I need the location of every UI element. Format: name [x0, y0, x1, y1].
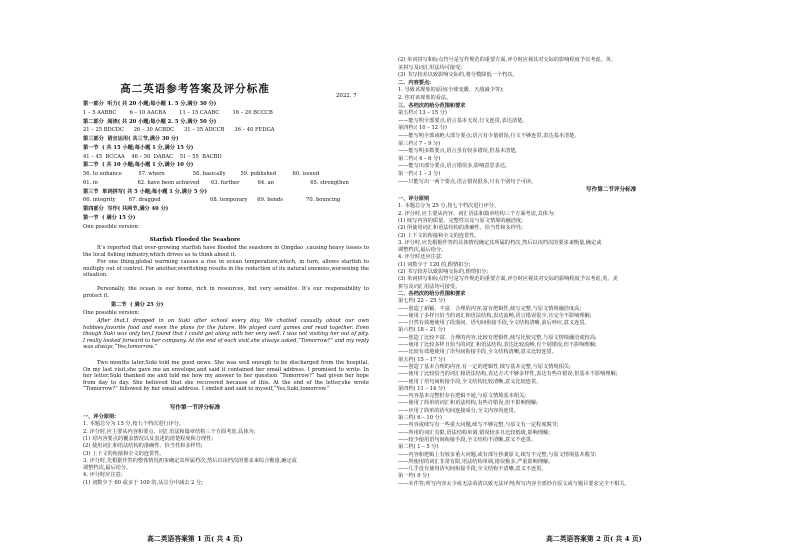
essay1-title: Starfish Flooded the Seashore: [149, 237, 241, 243]
text-line: ——创造了基本合理的内容,有一定的逻辑性,续写基本完整,与原文情境相关;: [398, 363, 571, 370]
text-line: ——所用的词汇有限,语法结构单调,错误较多且比较低级,影响理解;: [398, 429, 550, 436]
text-line: 第四档( 11 – 14 分): [398, 385, 446, 392]
text-line: ——自然有效地使用了段落间、语句间衔接手段,全文结构清晰,前后呼应,意义连贯。: [398, 320, 590, 327]
essay1-paragraph: For one thing,global warming causes a rise in ocean temperature,which, in turn, allows starfish to multiply out of control. For another,overfishing results in the reduction of its natural enemies,worsening the situation.: [83, 259, 369, 279]
text-line: ——比较有效地使用了语句间衔接手段,全文结构清晰,意义比较连贯。: [398, 349, 557, 356]
text-line: ——使用了语句间衔接手段,全文结构比较清晰,意义比较连贯。: [398, 378, 542, 385]
text-line: 第四档:( 10 – 12 分): [398, 125, 447, 132]
text-line: ——能写明多数要点,语言虽有较多错误,但基本清楚。: [398, 148, 521, 155]
text-line: 第一档( 0 分): [398, 473, 430, 480]
text-line: 第三档( 6 – 10 分): [398, 415, 442, 421]
text-line: ——使用了比较恰当的词汇和语法结构,表达方式不够多样性,表达有些许错误,但基本不影响理解;: [398, 371, 618, 378]
text-line: 第四部分 写作( 共两节,满分 40 分): [83, 206, 169, 212]
text-line: 2. 评分时,应主要从内容、词汇语法和篇章结构三个方面考虑,具体为:: [398, 210, 555, 217]
text-line: ——几乎没有使用语句间衔接手段,全文结构不清晰,意义不连贯。: [398, 466, 547, 473]
text-line: 第三节 单词拼写( 共 5 小题;每小题 1 分,满分 5 分): [83, 188, 207, 195]
page-2: [398, 0, 790, 557]
text-line: 二、内容要点:: [398, 79, 432, 86]
text-line: (3) 上下文的衔接和全文的连贯性。: [398, 232, 480, 239]
text-line: 调整档次,最后给分。: [83, 465, 132, 472]
essay1-paragraph: Personally, the ocean is our home, rich in resources, but very sensitive. It’s our responsibility to protect it.: [83, 286, 369, 299]
text-line: 第二档( 1 – 5 分): [398, 444, 439, 451]
text-line: 一、评分原则:: [83, 414, 117, 420]
text-line: ——创造了新颖、丰富、合理的内容,富有逻辑性,续写完整,与原文情境融洽度高;: [398, 305, 582, 312]
text-line: 1. 本题总分为 25 分,按七个档次进行评分。: [398, 203, 500, 210]
page-footer: 高二英语答案第 2 页( 共 4 页): [546, 535, 642, 543]
text-line: (3) 书写较差以致影响交际的,将分数降低一个档次。: [398, 72, 518, 79]
text-line: (1) 词数少于 60 或多于 100 的,从总分中减去 2 分;: [83, 479, 203, 486]
text-line: 第一档:( 1 – 3 分): [398, 171, 441, 177]
text-line: 第二档:( 4 – 6 分): [398, 155, 441, 162]
text-line: 41 – 45 BCCAA 46 – 50 DABAC 51 – 55 BACBD: [83, 153, 222, 160]
text-line: (2) 书写较差以致影响交际的,酌情扣分;: [398, 269, 489, 275]
text-line: 3. 评分时,应先根据作答的具体情况确定其所属的档次,然后以该档次的要求来衡量,确定或: [398, 239, 602, 246]
text-line: 美拼写及词汇用法均可接受;: [398, 64, 462, 71]
text-line: ——内容和逻辑上有较多重大问题,或有部分抄袭原文,续写不完整,与原文情境基本脱节;: [398, 451, 597, 458]
text-line: 4. 评分时应注意:: [83, 472, 123, 479]
text-line: ——内容基本完整但存在逻辑不通,与原文情境基本相关;: [398, 393, 526, 400]
text-line: (2) 单词拼写和标点符号是写作规范的重要方面,评分时应视其对交际的影响程度予以考虑。英、: [398, 57, 617, 63]
text-line: ——创造了比较丰富、合理的内容,比较有逻辑性,续写比较完整,与原文情境融洽度较高;: [398, 334, 597, 341]
essay2-paragraph: After that,I dropped in on Suki after school every day. We chatted casually about our own hobbies,favorite food and even the plans for the future. We played card games and read together. Even though Suki was only ten,I found that I could get along with her very well. I was not visiting her out of pity. I really looked forward to her company. At the end of each visit,she always asked,“Tomorrow?” and my reply was always,“Yes,tomorrow.”: [83, 318, 369, 351]
document-title: 高二英语参考答案及评分标准: [120, 83, 270, 95]
text-line: 二、各档次的给分范围和要求: [398, 290, 466, 297]
text-line: (1) 续写内容的质量、完整性以及与原文情境的融洽度;: [398, 217, 523, 224]
text-line: 66. integrity 67. dragged 68. temporary 69. bonds 70. bouncing: [83, 197, 341, 204]
text-line: 第六档( 18 – 21 分): [398, 327, 446, 334]
rubric2-title: 写作第二节评分标准: [586, 187, 637, 193]
text-line: 2. 你对该现象的看法。: [398, 95, 452, 101]
text-line: ——应用了简单的语句间连接成分,全文内容尚连贯。: [398, 407, 519, 414]
text-line: (3) 单词拼写和标点符号是写作规范的重要方面,评分时应视其对交际的影响程度予以考虑,英、美: [398, 276, 618, 283]
text-line: (3) 上下文的衔接和全文的连贯性。: [83, 450, 165, 457]
text-line: ——较少使用语句间衔接手段,全文结构不清晰,意义不连贯。: [398, 436, 537, 443]
text-line: 61. in 62. have been achieved 63. further 64. an 65. strengthen: [83, 179, 349, 186]
text-line: One possible version:: [83, 223, 140, 230]
text-line: 第五档:( 13 – 15 分): [398, 110, 447, 117]
text-line: ——使用了简单的词汇和语法结构,有些许错误,但不影响理解;: [398, 400, 538, 407]
text-line: 56. to enhance 57. where 58. basically 59. published 60. issued: [83, 171, 320, 177]
text-line: ——使用了比较多样且恰当的词汇和语法结构,表达比较流畅,有个别错误,但不影响理解;: [398, 342, 597, 348]
document-date: 2022. 7: [336, 93, 357, 99]
text-line: 1 – 5 AABBC 6 – 10 AACBA 11 – 15 CAABC 16 – 20 BCCCB: [83, 109, 273, 116]
text-line: 三、各档次的给分范围和要求: [398, 102, 466, 109]
text-line: 1. 导致该现象的原因(全球变暖、天敌减少等);: [398, 87, 504, 94]
text-line: 第三档:( 7 – 9 分): [398, 140, 441, 147]
text-line: (1) 词数少于 120 的,酌情扣分;: [398, 261, 471, 268]
text-line: 一、评分原则: [398, 196, 430, 202]
text-line: ——能写明全部要点,语言基本无误,行文连贯,表达清楚。: [398, 117, 528, 124]
text-line: 调整档次,最后给分。: [398, 247, 447, 254]
text-line: 2. 评分时,应主要从内容和要点、词汇语法和篇章结构三个方面考虑,具体为:: [83, 428, 256, 435]
text-line: 第五档( 15 – 17 分): [398, 356, 446, 363]
text-line: ——所使用的词汇非常有限,语法结构单调,错误极多,严重影响理解;: [398, 458, 550, 465]
section-heading: 第二节 ( 满分 25 分): [111, 302, 164, 308]
text-line: 4. 评分时还应注意:: [398, 254, 443, 261]
essay1-paragraph: It’s reported that over-growing starfish have flooded the seashore in Qingdao ,causing heavy losses to the local fishing industry,which drives us to think about it.: [83, 245, 369, 258]
text-line: ——使用了多样且恰当的词汇和语法结构,表达流畅,语言错误很少,且完全不影响理解;: [398, 312, 592, 319]
essay2-paragraph: Two months later,Suki told me good news. She was well enough to be discharged from the hospital. On my last visit,she gave me an envelope,and said it contained her email address. I promised to write. In her letter,Suki thanked me and told me how my answer to her question “Tomorrow?” had given her hope from day to day. She believed that she recovered because of this. At the end of the letter,she wrote “Tomorrow?” followed by her email address. I smiled and said to myself,“Yes,Suki,tomorrow.”: [83, 360, 369, 393]
text-line: 第一节 ( 满分 15 分): [83, 214, 136, 221]
text-line: ——能写出部分要点,语言错误多,影响意思表达。: [398, 163, 511, 170]
rubric-title: 写作第一节评分标准: [169, 405, 221, 411]
text-line: 第二部分 阅读( 共 20 小题;每小题 2. 5 分,满分 50 分): [83, 118, 217, 125]
text-line: (2) 所使用词汇和语法结构的准确性、恰当性和多样性;: [398, 225, 523, 232]
page-footer: 高二英语答案第 1 页( 共 4 页): [147, 535, 243, 543]
text-line: (2) 使用词汇和语法结构的准确性、恰当性和多样性;: [83, 443, 203, 450]
text-line: 第一部分 听力( 共 20 小题;每小题 1. 5 分,满分 30 分): [83, 101, 217, 107]
text-line: (1) 对内容要点的覆盖情况以及表述的清楚程度和合理性;: [83, 435, 214, 442]
text-line: 第三部分 语言运用( 共三节,满分 30 分): [83, 136, 179, 142]
version-label: One possible version:: [83, 310, 140, 316]
text-line: ——内容或续写有一些重大问题,续写不够完整,与原文有一定程度脱节;: [398, 422, 559, 429]
text-line: 第二节 ( 共 10 小题;每小题 1 分,满分 10 分): [83, 162, 194, 169]
page-1: [0, 0, 390, 557]
text-line: 第一节 ( 共 15 小题;每小题 1 分,满分 15 分): [83, 144, 194, 151]
text-line: 1. 本题总分为 15 分,按五个档次进行评分。: [83, 421, 185, 428]
text-line: 拼写及词汇用法均可接受。: [398, 283, 461, 290]
text-line: ——未作答;所写内容太少或无法看清以致无法评判;所写内容全部抄自原文或与题目要求完全不相关。: [398, 480, 630, 487]
text-line: 第七档( 22 – 25 分): [398, 298, 446, 305]
text-line: ——只能写出一两个要点,语言错误很多,只有个别句子可读。: [398, 178, 537, 185]
text-line: 3. 评分时,先根据作答的整体情况初步确定其所属档次,然后以该档次的要求来综合衡量,确定或: [83, 457, 297, 464]
text-line: ——能写明全部或绝大部分要点;语言有少量错误,行文不够连贯,表达基本清楚。: [398, 133, 580, 139]
text-line: 21 – 25 BDCDC 26 – 30 ACBDC 31 – 35 ADCCB 36 – 40 FEDGA: [83, 127, 275, 134]
